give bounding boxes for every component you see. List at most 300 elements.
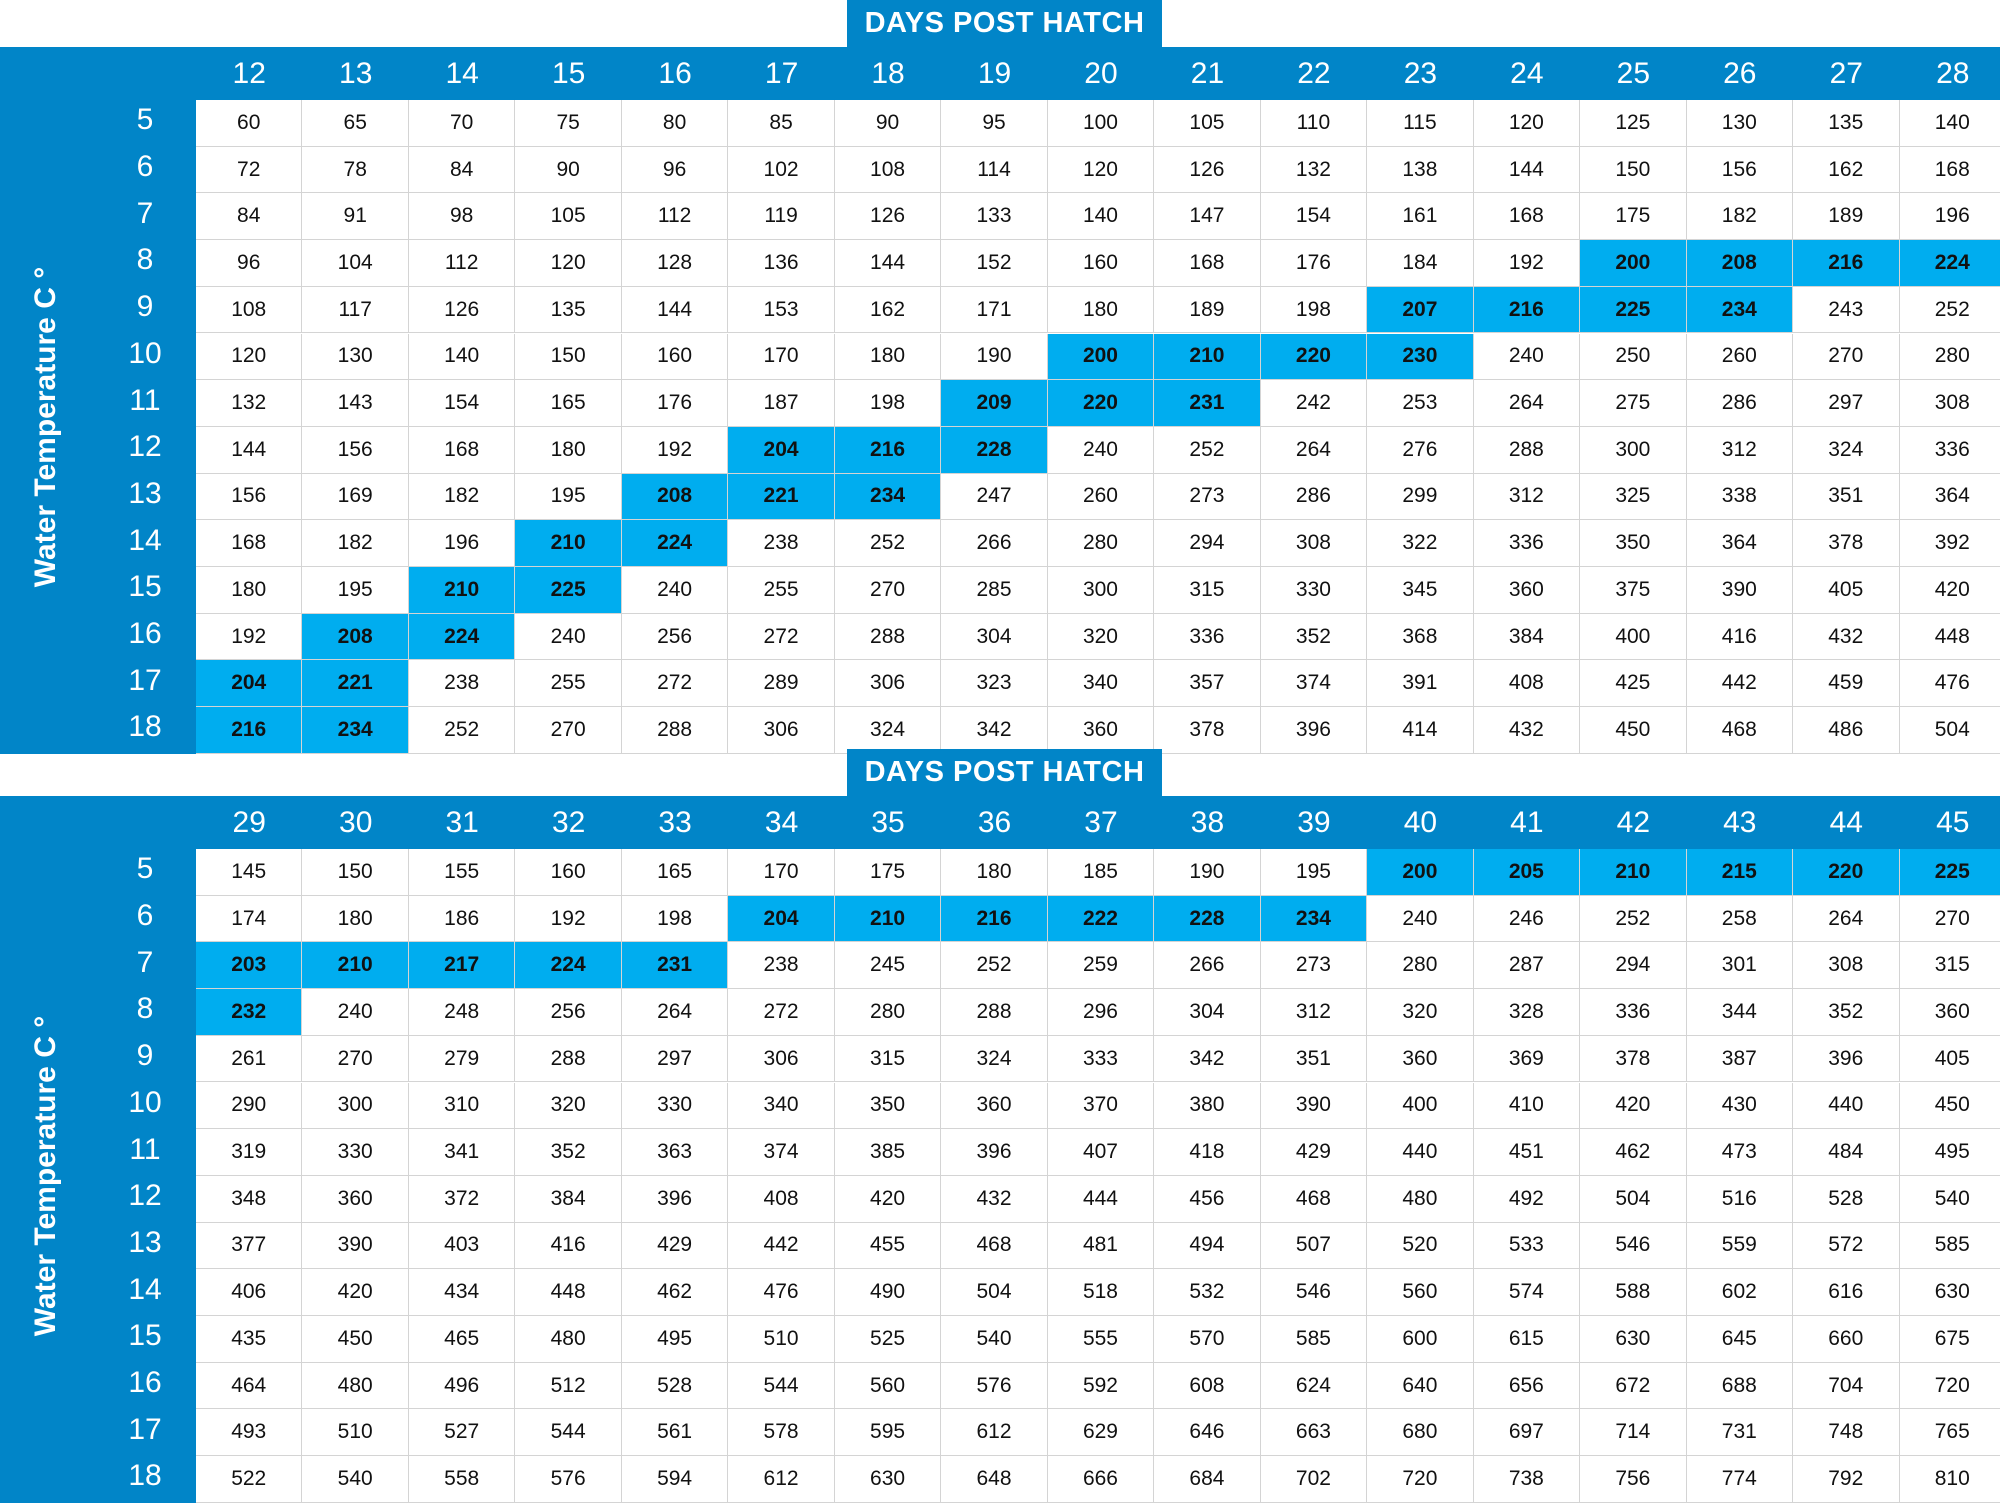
table-cell: 275 — [1580, 380, 1686, 427]
table-cell: 308 — [1793, 942, 1899, 989]
table-cell: 119 — [728, 193, 834, 240]
table-cell: 294 — [1154, 520, 1260, 567]
table-cell: 495 — [1900, 1129, 2000, 1176]
table-cell: 216 — [1474, 287, 1580, 334]
table-cell: 504 — [1900, 707, 2000, 754]
table-cell: 273 — [1261, 942, 1367, 989]
row-header-temperature: 14 — [128, 523, 162, 557]
row-header-temperature: 7 — [136, 945, 154, 979]
table-cell: 429 — [622, 1223, 728, 1270]
table-cell: 560 — [835, 1363, 941, 1410]
table-cell: 645 — [1687, 1316, 1793, 1363]
table-cell: 299 — [1367, 474, 1473, 521]
table-cell: 612 — [728, 1456, 834, 1503]
table-cell: 108 — [835, 147, 941, 194]
table-cell: 234 — [1261, 896, 1367, 943]
table-cell: 144 — [835, 240, 941, 287]
row-header-temperature: 16 — [128, 1366, 162, 1400]
table-cell: 416 — [1687, 614, 1793, 661]
table-cell: 490 — [835, 1269, 941, 1316]
table-cell: 176 — [622, 380, 728, 427]
table-cell: 600 — [1367, 1316, 1473, 1363]
table-cell: 714 — [1580, 1409, 1686, 1456]
table-cell: 480 — [515, 1316, 621, 1363]
table-cell: 234 — [1687, 287, 1793, 334]
table-cell: 420 — [1580, 1083, 1686, 1130]
table-cell: 192 — [515, 896, 621, 943]
table-cell: 182 — [1687, 193, 1793, 240]
table-cell: 264 — [1261, 427, 1367, 474]
table-cell: 344 — [1687, 989, 1793, 1036]
column-header-day: 14 — [445, 56, 479, 90]
table-cell: 255 — [728, 567, 834, 614]
column-header-day: 13 — [339, 56, 373, 90]
column-header-day: 36 — [977, 805, 1012, 839]
table-cell: 190 — [1154, 849, 1260, 896]
table-cell: 222 — [1048, 896, 1154, 943]
table-cell: 468 — [941, 1223, 1047, 1270]
row-header-temperature: 8 — [136, 243, 154, 277]
row-header-temperature: 13 — [128, 1225, 162, 1259]
table-cell: 322 — [1367, 520, 1473, 567]
table-cell: 175 — [1580, 193, 1686, 240]
table-cell: 342 — [941, 707, 1047, 754]
column-header-day: 28 — [1936, 56, 1970, 90]
column-header-day: 22 — [1297, 56, 1331, 90]
table-cell: 91 — [302, 193, 408, 240]
table-cell: 85 — [728, 100, 834, 147]
column-header-day: 20 — [1084, 56, 1118, 90]
table-cell: 518 — [1048, 1269, 1154, 1316]
table-cell: 105 — [1154, 100, 1260, 147]
table-cell: 432 — [1474, 707, 1580, 754]
table-cell: 189 — [1793, 193, 1899, 240]
table-cell: 540 — [302, 1456, 408, 1503]
table-cell: 403 — [409, 1223, 515, 1270]
column-header-day: 44 — [1829, 805, 1863, 839]
table-cell: 324 — [835, 707, 941, 754]
column-header-day: 40 — [1403, 805, 1438, 839]
table-cell: 297 — [622, 1036, 728, 1083]
row-header-temperature: 14 — [128, 1272, 162, 1306]
table-cell: 476 — [1900, 660, 2000, 707]
table-cell: 408 — [728, 1176, 834, 1223]
column-header-day: 38 — [1190, 805, 1225, 839]
table-cell: 360 — [302, 1176, 408, 1223]
table-cell: 540 — [1900, 1176, 2000, 1223]
row-header-temperature: 11 — [129, 1132, 161, 1166]
table-cell: 520 — [1367, 1223, 1473, 1270]
column-header-day: 32 — [551, 805, 586, 839]
table-cell: 200 — [1048, 334, 1154, 381]
table-cell: 510 — [728, 1316, 834, 1363]
table-cell: 270 — [1793, 334, 1899, 381]
table-cell: 168 — [1154, 240, 1260, 287]
column-header-day: 39 — [1297, 805, 1331, 839]
table-cell: 555 — [1048, 1316, 1154, 1363]
table-cell: 247 — [941, 474, 1047, 521]
table-cell: 663 — [1261, 1409, 1367, 1456]
table-cell: 210 — [1580, 849, 1686, 896]
table-cell: 572 — [1793, 1223, 1899, 1270]
table-cell: 168 — [196, 520, 302, 567]
table-cell: 170 — [728, 334, 834, 381]
table-cell: 418 — [1154, 1129, 1260, 1176]
table-cell: 308 — [1261, 520, 1367, 567]
table-cell: 196 — [409, 520, 515, 567]
table-cell: 364 — [1900, 474, 2000, 521]
table-cell: 688 — [1687, 1363, 1793, 1410]
table-cell: 680 — [1367, 1409, 1473, 1456]
table-cell: 184 — [1367, 240, 1473, 287]
table-cell: 75 — [515, 100, 621, 147]
table-cell: 208 — [622, 474, 728, 521]
table-cell: 248 — [409, 989, 515, 1036]
table-cell: 128 — [622, 240, 728, 287]
table-cell: 585 — [1900, 1223, 2000, 1270]
table-cell: 546 — [1580, 1223, 1686, 1270]
table-cell: 204 — [728, 427, 834, 474]
table-cell: 182 — [409, 474, 515, 521]
table-cell: 351 — [1261, 1036, 1367, 1083]
table-cell: 407 — [1048, 1129, 1154, 1176]
table-cell: 208 — [1687, 240, 1793, 287]
table-cell: 220 — [1261, 334, 1367, 381]
table-cell: 224 — [622, 520, 728, 567]
table-cell: 400 — [1580, 614, 1686, 661]
table-cell: 195 — [302, 567, 408, 614]
column-header-day: 34 — [764, 805, 799, 839]
row-header-temperature: 10 — [128, 336, 162, 370]
days-post-hatch-title: DAYS POST HATCH — [847, 749, 1162, 796]
table-cell: 656 — [1474, 1363, 1580, 1410]
column-header-day: 45 — [1936, 805, 1970, 839]
table-cell: 261 — [196, 1036, 302, 1083]
table-cell: 352 — [1793, 989, 1899, 1036]
row-header-temperature: 11 — [129, 383, 161, 417]
table-cell: 228 — [1154, 896, 1260, 943]
table-cell: 252 — [1580, 896, 1686, 943]
column-header-day: 26 — [1723, 56, 1757, 90]
table-cell: 560 — [1367, 1269, 1473, 1316]
row-header-temperature: 18 — [128, 1459, 162, 1493]
table-cell: 221 — [728, 474, 834, 521]
table-cell: 408 — [1474, 660, 1580, 707]
table-cell: 594 — [622, 1456, 728, 1503]
column-header-day: 33 — [658, 805, 692, 839]
table-cell: 156 — [302, 427, 408, 474]
table-cell: 468 — [1687, 707, 1793, 754]
table-cell: 330 — [1261, 567, 1367, 614]
table-cell: 296 — [1048, 989, 1154, 1036]
table-cell: 336 — [1900, 427, 2000, 474]
table-cell: 264 — [622, 989, 728, 1036]
table-cell: 232 — [196, 989, 302, 1036]
table-cell: 570 — [1154, 1316, 1260, 1363]
table-cell: 168 — [1900, 147, 2000, 194]
table-cell: 704 — [1793, 1363, 1899, 1410]
table-cell: 205 — [1474, 849, 1580, 896]
table-cell: 612 — [941, 1409, 1047, 1456]
table-cell: 192 — [1474, 240, 1580, 287]
table-cell: 481 — [1048, 1223, 1154, 1270]
table-cell: 168 — [1474, 193, 1580, 240]
table-cell: 80 — [622, 100, 728, 147]
table-cell: 176 — [1261, 240, 1367, 287]
table-cell: 640 — [1367, 1363, 1473, 1410]
table-cell: 391 — [1367, 660, 1473, 707]
table-cell: 532 — [1154, 1269, 1260, 1316]
table-cell: 384 — [1474, 614, 1580, 661]
table-cell: 168 — [409, 427, 515, 474]
table-cell: 432 — [941, 1176, 1047, 1223]
table-cell: 187 — [728, 380, 834, 427]
table-cell: 444 — [1048, 1176, 1154, 1223]
table-cell: 102 — [728, 147, 834, 194]
table-cell: 150 — [1580, 147, 1686, 194]
column-header-day: 21 — [1190, 56, 1225, 90]
table-cell: 256 — [622, 614, 728, 661]
table-cell: 140 — [1048, 193, 1154, 240]
table-cell: 748 — [1793, 1409, 1899, 1456]
table-cell: 325 — [1580, 474, 1686, 521]
column-header-day: 16 — [658, 56, 692, 90]
table-cell: 473 — [1687, 1129, 1793, 1176]
table-cell: 144 — [196, 427, 302, 474]
column-header-day: 24 — [1510, 56, 1544, 90]
table-cell: 308 — [1900, 380, 2000, 427]
table-cell: 160 — [1048, 240, 1154, 287]
table-cell: 578 — [728, 1409, 834, 1456]
table-cell: 300 — [302, 1083, 408, 1130]
table-cell: 368 — [1367, 614, 1473, 661]
table-cell: 544 — [515, 1409, 621, 1456]
table-cell: 306 — [728, 1036, 834, 1083]
table-cell: 416 — [515, 1223, 621, 1270]
table-cell: 264 — [1793, 896, 1899, 943]
table-cell: 238 — [728, 520, 834, 567]
table-cell: 198 — [622, 896, 728, 943]
table-cell: 165 — [515, 380, 621, 427]
table-cell: 363 — [622, 1129, 728, 1176]
table-cell: 126 — [1154, 147, 1260, 194]
table-cell: 336 — [1580, 989, 1686, 1036]
table-cell: 195 — [1261, 849, 1367, 896]
table-cell: 684 — [1154, 1456, 1260, 1503]
table-cell: 240 — [1474, 334, 1580, 381]
table-cell: 496 — [409, 1363, 515, 1410]
table-cell: 462 — [622, 1269, 728, 1316]
table-cell: 204 — [728, 896, 834, 943]
table-cell: 288 — [622, 707, 728, 754]
table-cell: 396 — [1261, 707, 1367, 754]
table-cell: 576 — [941, 1363, 1047, 1410]
table-cell: 287 — [1474, 942, 1580, 989]
table-cell: 216 — [1793, 240, 1899, 287]
table-cell: 120 — [1474, 100, 1580, 147]
table-cell: 405 — [1793, 567, 1899, 614]
table-cell: 224 — [409, 614, 515, 661]
table-cell: 510 — [302, 1409, 408, 1456]
table-cell: 153 — [728, 287, 834, 334]
table-cell: 70 — [409, 100, 515, 147]
table-cell: 456 — [1154, 1176, 1260, 1223]
table-cell: 175 — [835, 849, 941, 896]
table-cell: 324 — [941, 1036, 1047, 1083]
table-cell: 455 — [835, 1223, 941, 1270]
table-cell: 492 — [1474, 1176, 1580, 1223]
table-cell: 459 — [1793, 660, 1899, 707]
table-cell: 259 — [1048, 942, 1154, 989]
table-cell: 125 — [1580, 100, 1686, 147]
table-cell: 260 — [1687, 334, 1793, 381]
table-cell: 400 — [1367, 1083, 1473, 1130]
table-cell: 345 — [1367, 567, 1473, 614]
table-cell: 200 — [1367, 849, 1473, 896]
table-cell: 253 — [1367, 380, 1473, 427]
table-cell: 675 — [1900, 1316, 2000, 1363]
table-cell: 414 — [1367, 707, 1473, 754]
table-cell: 192 — [622, 427, 728, 474]
table-cell: 209 — [941, 380, 1047, 427]
table-cell: 230 — [1367, 334, 1473, 381]
table-cell: 266 — [1154, 942, 1260, 989]
table-cell: 300 — [1580, 427, 1686, 474]
table-cell: 289 — [728, 660, 834, 707]
table-cell: 147 — [1154, 193, 1260, 240]
row-header-temperature: 5 — [136, 852, 154, 886]
table-cell: 448 — [1900, 614, 2000, 661]
table-cell: 174 — [196, 896, 302, 943]
table-cell: 186 — [409, 896, 515, 943]
table-cell: 162 — [835, 287, 941, 334]
table-cell: 216 — [941, 896, 1047, 943]
table-cell: 252 — [1900, 287, 2000, 334]
table-cell: 180 — [1048, 287, 1154, 334]
table-cell: 350 — [835, 1083, 941, 1130]
table-cell: 451 — [1474, 1129, 1580, 1176]
table-cell: 301 — [1687, 942, 1793, 989]
table-cell: 238 — [728, 942, 834, 989]
row-header-temperature: 16 — [128, 617, 162, 651]
table-cell: 108 — [196, 287, 302, 334]
column-header-day: 12 — [232, 56, 266, 90]
table-cell: 465 — [409, 1316, 515, 1363]
table-cell: 646 — [1154, 1409, 1260, 1456]
column-header-day: 27 — [1829, 56, 1863, 90]
table-cell: 574 — [1474, 1269, 1580, 1316]
table-cell: 215 — [1687, 849, 1793, 896]
table-cell: 258 — [1687, 896, 1793, 943]
table-cell: 288 — [835, 614, 941, 661]
table-cell: 495 — [622, 1316, 728, 1363]
table-cell: 150 — [302, 849, 408, 896]
table-cell: 697 — [1474, 1409, 1580, 1456]
table-cell: 210 — [835, 896, 941, 943]
column-header-day: 42 — [1616, 805, 1651, 839]
table-cell: 546 — [1261, 1269, 1367, 1316]
table-cell: 98 — [409, 193, 515, 240]
row-header-temperature: 15 — [128, 570, 162, 604]
row-header-temperature: 6 — [136, 150, 154, 184]
table-cell: 738 — [1474, 1456, 1580, 1503]
table-cell: 480 — [302, 1363, 408, 1410]
table-cell: 160 — [622, 334, 728, 381]
table-cell: 272 — [728, 614, 834, 661]
table-cell: 280 — [1367, 942, 1473, 989]
column-header-day: 43 — [1723, 805, 1757, 839]
table-cell: 198 — [1261, 287, 1367, 334]
row-header-temperature: 15 — [128, 1319, 162, 1353]
table-cell: 360 — [1900, 989, 2000, 1036]
table-cell: 246 — [1474, 896, 1580, 943]
table-cell: 286 — [1687, 380, 1793, 427]
table-cell: 285 — [941, 567, 1047, 614]
table-cell: 378 — [1580, 1036, 1686, 1083]
table-cell: 377 — [196, 1223, 302, 1270]
table-cell: 150 — [515, 334, 621, 381]
table-cell: 144 — [1474, 147, 1580, 194]
table-cell: 720 — [1367, 1456, 1473, 1503]
table-cell: 310 — [409, 1083, 515, 1130]
table-cell: 140 — [1900, 100, 2000, 147]
table-cell: 180 — [196, 567, 302, 614]
table-cell: 130 — [1687, 100, 1793, 147]
column-header-day: 23 — [1403, 56, 1438, 90]
table-cell: 375 — [1580, 567, 1686, 614]
table-cell: 65 — [302, 100, 408, 147]
table-cell: 440 — [1367, 1129, 1473, 1176]
table-cell: 270 — [835, 567, 941, 614]
table-cell: 630 — [835, 1456, 941, 1503]
table-cell: 78 — [302, 147, 408, 194]
table-cell: 450 — [302, 1316, 408, 1363]
table-cell: 240 — [515, 614, 621, 661]
table-cell: 660 — [1793, 1316, 1899, 1363]
table-cell: 434 — [409, 1269, 515, 1316]
table-cell: 494 — [1154, 1223, 1260, 1270]
table-cell: 190 — [941, 334, 1047, 381]
table-cell: 672 — [1580, 1363, 1686, 1410]
table-cell: 240 — [622, 567, 728, 614]
table-cell: 304 — [941, 614, 1047, 661]
column-header-day: 35 — [871, 805, 905, 839]
table-cell: 180 — [302, 896, 408, 943]
table-cell: 260 — [1048, 474, 1154, 521]
table-cell: 95 — [941, 100, 1047, 147]
table-cell: 450 — [1900, 1083, 2000, 1130]
table-cell: 585 — [1261, 1316, 1367, 1363]
table-cell: 559 — [1687, 1223, 1793, 1270]
table-cell: 208 — [302, 614, 408, 661]
table-cell: 170 — [728, 849, 834, 896]
row-header-temperature: 9 — [136, 290, 154, 324]
table-cell: 238 — [409, 660, 515, 707]
table-cell: 126 — [835, 193, 941, 240]
table-cell: 280 — [1048, 520, 1154, 567]
table-cell: 185 — [1048, 849, 1154, 896]
table-cell: 143 — [302, 380, 408, 427]
table-cell: 544 — [728, 1363, 834, 1410]
table-cell: 182 — [302, 520, 408, 567]
column-header-day: 31 — [445, 805, 479, 839]
table-cell: 468 — [1261, 1176, 1367, 1223]
table-cell: 224 — [515, 942, 621, 989]
table-cell: 392 — [1900, 520, 2000, 567]
table-cell: 231 — [1154, 380, 1260, 427]
table-cell: 312 — [1474, 474, 1580, 521]
table-cell: 352 — [515, 1129, 621, 1176]
